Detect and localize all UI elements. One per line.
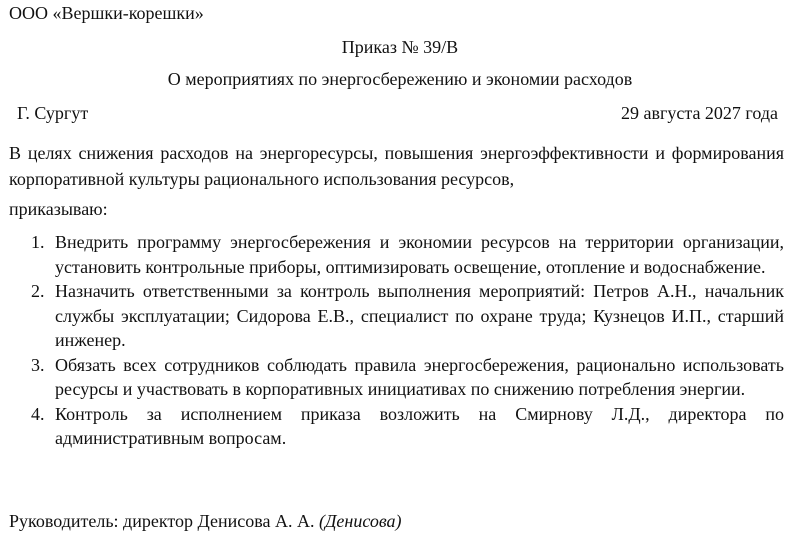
list-item-number: 2. [31,281,45,301]
list-item [31,279,784,353]
list-item-text: Внедрить программу энергосбережения и экономии ресурсов на территории организации, установить контрольные приборы, оптимизировать освещение, отопление и водоснабжение. [55,232,784,277]
list-item-text: Контроль за исполнением приказа возложить на Смирнову Л.Д., директора по административным вопросам. [55,403,784,448]
list-item-number: 3. [31,354,45,375]
signature-line [9,511,402,532]
order-subject: О мероприятиях по энергосбережению и экономии расходов [167,69,633,89]
list-item-number: 4. [31,403,45,424]
list-item-text: Назначить ответственными за контроль выполнения мероприятий: Петров А.Н., начальник службы эксплуатации; Сидорова Е.В., специалист по охране труда; Кузнецов И.П., старший инженер. [55,281,784,350]
organization-name: ООО «Вершки-корешки» [9,3,204,23]
list-item [31,353,784,402]
signatory-text: Руководитель: директор Денисова А. А. [9,511,315,531]
list-item-text: Обязать всех сотрудников соблюдать правила энергосбережения, рационально использовать ресурсы и участвовать в корпоративных инициативах по снижению потребления энергии. [55,354,784,399]
order-word: приказываю: [9,199,108,219]
list-item-number: 1. [31,232,45,252]
order-items-list [31,230,784,451]
list-item [31,230,784,279]
signature-text: (Денисова) [318,511,402,531]
intro-paragraph: В целях снижения расходов на энергоресурсы, повышения энергоэффективности и формирования корпоративной культуры рационального использования ресурсов, [9,143,784,189]
list-item [31,402,784,451]
order-date: 29 августа 2027 года [621,103,778,123]
order-title: Приказ № 39/В [341,37,459,57]
order-city: Г. Сургут [17,103,89,123]
